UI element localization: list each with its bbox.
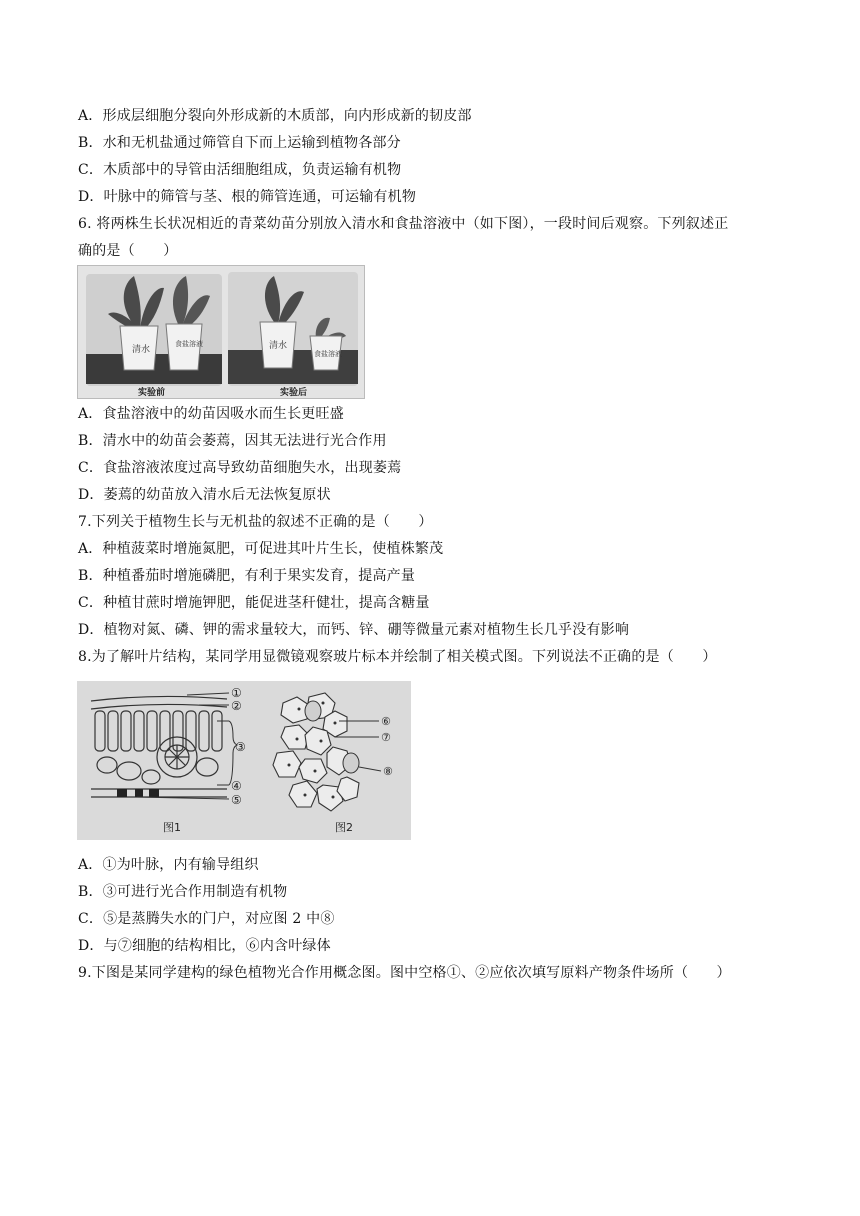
fig1-mark-1: ① (231, 686, 242, 700)
fig1-mark-5: ⑤ (231, 793, 242, 807)
q7-option-b: B．种植番茄时增施磷肥，有利于果实发育，提高产量 (78, 568, 416, 584)
q5-option-d: D．叶脉中的筛管与茎、根的筛管连通，可运输有机物 (78, 189, 417, 205)
q6-option-d: D．萎蔫的幼苗放入清水后无法恢复原状 (78, 487, 331, 503)
q6-stem-line2: 确的是（ ） (78, 243, 178, 259)
caption-after: 实验后 (280, 388, 308, 398)
q5-option-a: A．形成层细胞分裂向外形成新的木质部，向内形成新的韧皮部 (78, 108, 472, 124)
q9-stem: 9.下图是某同学建构的绿色植物光合作用概念图。图中空格①、②应依次填写原料产物条件场所（ ） (78, 965, 731, 981)
cup-label-salt-after: 食盐溶液 (314, 350, 342, 358)
q8-stem: 8.为了解叶片结构，某同学用显微镜观察玻片标本并绘制了相关模式图。下列说法不正确的是（ ） (78, 649, 717, 665)
caption-fig1: 图1 (163, 821, 181, 834)
q8-option-c: C．⑤是蒸腾失水的门户，对应图 2 中⑧ (78, 911, 335, 927)
cup-label-water-after: 清水 (269, 341, 288, 351)
q6-stem-line1: 6. 将两株生长状况相近的青菜幼苗分别放入清水和食盐溶液中（如下图），一段时间后观察。下列叙述正 (78, 216, 729, 232)
cup-label-salt-before: 食盐溶液 (175, 340, 203, 348)
caption-before: 实验前 (138, 388, 166, 398)
q8-option-b: B．③可进行光合作用制造有机物 (78, 884, 288, 900)
fig2-mark-6: ⑥ (381, 715, 391, 728)
q8-option-d: D．与⑦细胞的结构相比，⑥内含叶绿体 (78, 938, 331, 954)
q6-option-c: C．食盐溶液浓度过高导致幼苗细胞失水，出现萎蔫 (78, 460, 402, 476)
q6-option-a: A．食盐溶液中的幼苗因吸水而生长更旺盛 (78, 406, 344, 422)
q7-option-d: D．植物对氮、磷、钾的需求量较大，而钙、锌、硼等微量元素对植物生长几乎没有影响 (78, 622, 630, 638)
fig1-mark-4: ④ (231, 779, 242, 793)
q8-option-a: A．①为叶脉，内有输导组织 (78, 857, 259, 873)
fig1-mark-2: ② (231, 699, 242, 713)
fig2-mark-8: ⑧ (383, 765, 393, 778)
cup-label-water-before: 清水 (132, 345, 151, 355)
caption-fig2: 图2 (335, 821, 353, 834)
fig2-mark-7: ⑦ (381, 731, 391, 744)
q5-option-c: C．木质部中的导管由活细胞组成，负责运输有机物 (78, 162, 402, 178)
q7-option-c: C．种植甘蔗时增施钾肥，能促进茎秆健壮，提高含糖量 (78, 595, 430, 611)
q7-stem: 7.下列关于植物生长与无机盐的叙述不正确的是（ ） (78, 514, 433, 530)
q6-option-b: B．清水中的幼苗会萎蔫，因其无法进行光合作用 (78, 433, 387, 449)
leaf-structure-diagram (77, 681, 411, 840)
q5-option-b: B．水和无机盐通过筛管自下而上运输到植物各部分 (78, 135, 401, 151)
seedling-experiment-photo (77, 265, 365, 399)
q7-option-a: A．种植菠菜时增施氮肥，可促进其叶片生长，使植株繁茂 (78, 541, 444, 557)
fig1-mark-3: ③ (235, 740, 246, 754)
